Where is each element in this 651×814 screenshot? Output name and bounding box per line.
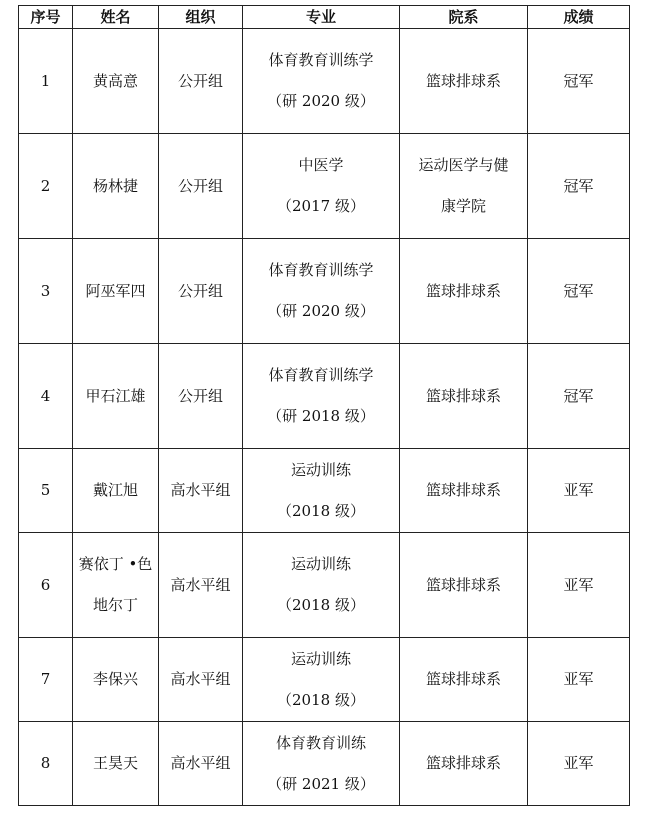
cell-result: 冠军 (528, 344, 630, 449)
cell-major (243, 239, 400, 344)
cell-major-line: （研 2020 级） (267, 92, 375, 110)
cell-major-line: （2018 级） (277, 690, 365, 709)
results-table (18, 5, 630, 806)
cell-group: 高水平组 (159, 722, 243, 806)
table-row (19, 449, 630, 533)
cell-major-line: （研 2018 级） (267, 407, 375, 425)
cell-major-line: 体育教育训练学 (268, 366, 374, 384)
cell-major (243, 533, 400, 638)
cell-group: 高水平组 (159, 449, 243, 533)
cell-department-line: 篮球排球系 (425, 71, 501, 90)
cell-name: 王昊天 (73, 722, 159, 806)
cell-department-line: 康学院 (440, 197, 486, 215)
table-row (19, 638, 630, 722)
cell-name: 李保兴 (73, 638, 159, 722)
cell-index: 8 (19, 722, 73, 806)
table-row (19, 722, 630, 806)
cell-major-line: 中医学 (298, 156, 344, 174)
cell-major-line: （2017 级） (277, 197, 365, 215)
cell-index: 7 (19, 638, 73, 722)
cell-name: 甲石江雄 (73, 344, 159, 449)
header-name: 姓名 (73, 6, 159, 29)
cell-major (243, 344, 400, 449)
cell-major (243, 449, 400, 533)
cell-major (243, 722, 400, 806)
cell-group: 公开组 (159, 134, 243, 239)
table-body (19, 29, 630, 806)
cell-result: 冠军 (528, 29, 630, 134)
cell-result: 亚军 (528, 449, 630, 533)
cell-major (243, 638, 400, 722)
cell-group: 公开组 (159, 239, 243, 344)
cell-result: 冠军 (528, 239, 630, 344)
cell-major (243, 29, 400, 134)
cell-department (400, 344, 528, 449)
cell-department-line: 篮球排球系 (425, 481, 501, 499)
cell-name: 戴江旭 (73, 449, 159, 533)
table-row (19, 29, 630, 134)
cell-department (400, 638, 528, 722)
cell-index: 2 (19, 134, 73, 239)
cell-result: 亚军 (528, 722, 630, 806)
cell-department-line: 篮球排球系 (425, 386, 501, 405)
cell-index: 6 (19, 533, 73, 638)
cell-major-line: （2018 级） (277, 501, 365, 520)
cell-major-line: （2018 级） (277, 596, 365, 614)
cell-department-line: 篮球排球系 (425, 575, 501, 594)
cell-name-line: 赛依丁 •色 (78, 555, 153, 573)
cell-name (73, 533, 159, 638)
cell-major-line: （研 2021 级） (267, 774, 375, 793)
cell-index: 3 (19, 239, 73, 344)
cell-department (400, 239, 528, 344)
cell-department (400, 722, 528, 806)
cell-group: 高水平组 (159, 533, 243, 638)
table-header (19, 6, 630, 29)
header-index: 序号 (19, 6, 73, 29)
cell-name: 黄高意 (73, 29, 159, 134)
cell-department-line: 篮球排球系 (425, 281, 501, 300)
cell-department (400, 449, 528, 533)
table-row (19, 134, 630, 239)
cell-major (243, 134, 400, 239)
cell-name: 杨林捷 (73, 134, 159, 239)
table-row (19, 239, 630, 344)
cell-department-line: 运动医学与健 (418, 156, 509, 174)
cell-department (400, 533, 528, 638)
header-major: 专业 (243, 6, 400, 29)
cell-index: 1 (19, 29, 73, 134)
cell-major-line: 体育教育训练学 (268, 261, 374, 279)
cell-name: 阿巫军四 (73, 239, 159, 344)
cell-department-line: 篮球排球系 (425, 754, 501, 772)
header-row (19, 6, 630, 29)
cell-department (400, 134, 528, 239)
cell-major-line: （研 2020 级） (267, 302, 375, 320)
cell-group: 高水平组 (159, 638, 243, 722)
cell-major-line: 体育教育训练 (275, 733, 366, 752)
cell-result: 亚军 (528, 638, 630, 722)
cell-major-line: 运动训练 (290, 649, 351, 668)
cell-name-line: 地尔丁 (92, 596, 138, 614)
cell-major-line: 体育教育训练学 (268, 51, 374, 69)
cell-group: 公开组 (159, 29, 243, 134)
header-result: 成绩 (528, 6, 630, 29)
cell-index: 5 (19, 449, 73, 533)
cell-department-line: 篮球排球系 (425, 670, 501, 688)
cell-department (400, 29, 528, 134)
cell-result: 亚军 (528, 533, 630, 638)
cell-major-line: 运动训练 (290, 460, 351, 479)
cell-index: 4 (19, 344, 73, 449)
table-row (19, 533, 630, 638)
table-row (19, 344, 630, 449)
cell-group: 公开组 (159, 344, 243, 449)
header-group: 组织 (159, 6, 243, 29)
cell-result: 冠军 (528, 134, 630, 239)
cell-major-line: 运动训练 (290, 555, 351, 573)
header-department: 院系 (400, 6, 528, 29)
